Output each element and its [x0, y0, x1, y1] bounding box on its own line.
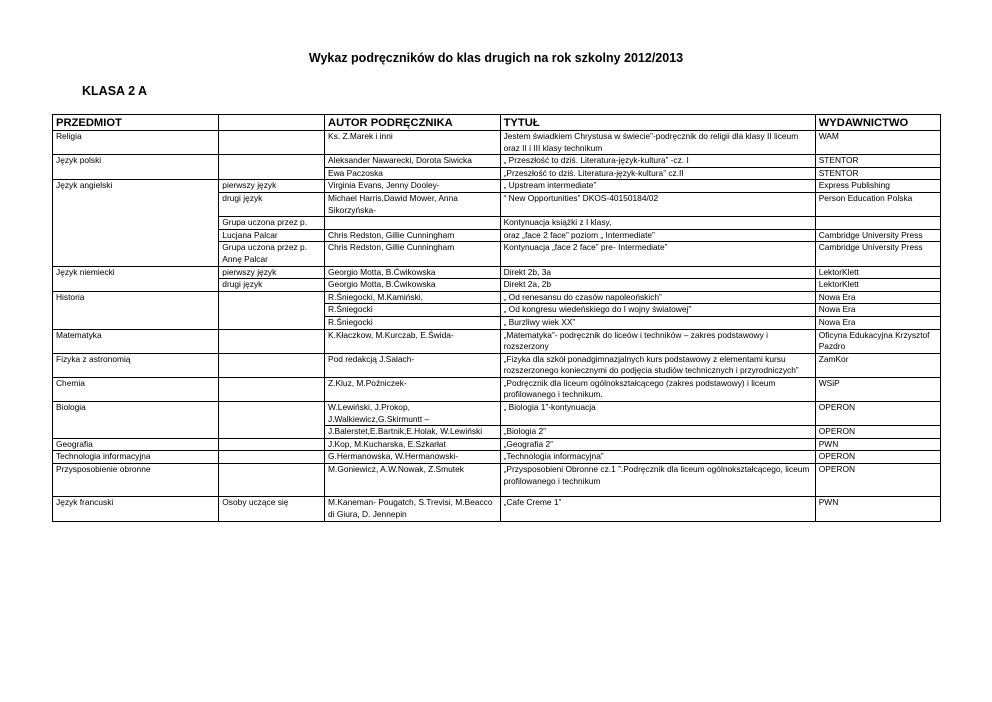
- title-cell: “ New Opportunities” DKOS-40150184/02: [500, 192, 815, 216]
- author-cell: Chris Redston, Gillie Cunningham: [325, 229, 501, 242]
- group-cell: Lucjana Palcar: [219, 229, 325, 242]
- header-title: TYTUŁ: [500, 115, 815, 131]
- table-row: [53, 291, 941, 304]
- title-cell: „Przeszłość to dziś. Literatura-język-kultura” cz.II: [500, 167, 815, 180]
- class-label: KLASA 2 A: [82, 84, 148, 98]
- title-cell: „ Burzliwy wiek XX”: [500, 316, 815, 329]
- table-header-row: [53, 115, 941, 131]
- author-cell: Georgio Motta, B.Ćwikowska: [325, 266, 501, 279]
- title-cell: „ Przeszłość to dziś. Literatura-język-kultura” -cz. I: [500, 155, 815, 168]
- author-cell: K.Kłaczkow, M.Kurczab, E.Świda-: [325, 329, 501, 353]
- publisher-cell: Nowa Era: [815, 304, 940, 317]
- subject-cell: Język polski: [53, 155, 219, 180]
- title-cell: Kontynuacja „face 2 face” pre- Intermediate”: [500, 242, 815, 266]
- publisher-cell: Oficyna Edukacyjna Krzysztof Pazdro: [815, 329, 940, 353]
- publisher-cell: OPERON: [815, 464, 940, 497]
- publisher-cell: LektorKlett: [815, 266, 940, 279]
- publisher-cell: Cambridge University Press: [815, 242, 940, 266]
- publisher-cell: STENTOR: [815, 167, 940, 180]
- title-cell: Direkt 2a, 2b: [500, 279, 815, 292]
- subject-cell: Język niemiecki: [53, 266, 219, 291]
- publisher-cell: WSiP: [815, 377, 940, 401]
- author-cell: W.Lewiński, J.Prokop, J.Walkiewicz,G.Skirmuntt –: [325, 402, 501, 426]
- author-cell: M.Kaneman- Pougatch, S.Trevisi, M.Beacco di Giura, D. Jennepin: [325, 497, 501, 522]
- subject-cell: Technologia informacyjna: [53, 451, 219, 464]
- header-publisher: WYDAWNICTWO: [815, 115, 940, 131]
- table-row: [53, 464, 941, 497]
- group-cell: pierwszy język: [219, 180, 325, 193]
- textbook-table: [52, 114, 941, 522]
- group-cell: Osoby uczące się: [219, 497, 325, 522]
- title-cell: „ Biologia 1”-kontynuacja: [500, 402, 815, 426]
- publisher-cell: PWN: [815, 497, 940, 522]
- author-cell: Z.Kluz, M.Poźniczek-: [325, 377, 501, 401]
- publisher-cell: Cambridge University Press: [815, 229, 940, 242]
- title-cell: Direkt 2b, 3a: [500, 266, 815, 279]
- title-cell: „Podręcznik dla liceum ogólnokształcącego (zakres podstawowy) i liceum profilowanego i technikum.: [500, 377, 815, 401]
- group-cell: [219, 353, 325, 377]
- group-cell: [219, 377, 325, 401]
- publisher-cell: OPERON: [815, 426, 940, 439]
- title-cell: „ Od kongresu wiedeńskiego do I wojny światowej”: [500, 304, 815, 317]
- table-row: [53, 353, 941, 377]
- group-cell: Grupa uczona przez p. Annę Palcar: [219, 242, 325, 266]
- publisher-cell: Nowa Era: [815, 291, 940, 304]
- group-cell: [219, 402, 325, 439]
- title-cell: „Przysposobieni Obronne cz.1 ”.Podręcznik dla liceum ogólnokształcącego, liceum profilowanego i technikum: [500, 464, 815, 497]
- table-row: [53, 497, 941, 522]
- subject-cell: Historia: [53, 291, 219, 329]
- subject-cell: Język angielski: [53, 180, 219, 266]
- group-cell: [219, 131, 325, 155]
- group-cell: [219, 451, 325, 464]
- publisher-cell: [815, 217, 940, 230]
- document-title: Wykaz podręczników do klas drugich na rok szkolny 2012/2013: [308, 51, 684, 65]
- author-cell: Ewa Paczoska: [325, 167, 501, 180]
- publisher-cell: WAM: [815, 131, 940, 155]
- title-cell: „ Upstream intermediate”: [500, 180, 815, 193]
- title-cell: Jestem świadkiem Chrystusa w świecie”-podręcznik do religii dla klasy II liceum oraz II i III klasy technikum: [500, 131, 815, 155]
- group-cell: Grupa uczona przez p.: [219, 217, 325, 230]
- publisher-cell: PWN: [815, 438, 940, 451]
- publisher-cell: Nowa Era: [815, 316, 940, 329]
- subject-cell: Biologia: [53, 402, 219, 439]
- author-cell: Aleksander Nawarecki, Dorota Siwicka: [325, 155, 501, 168]
- title-cell: oraz „face 2 face” poziom „ Intermediate”: [500, 229, 815, 242]
- group-cell: [219, 464, 325, 497]
- title-cell: „Matematyka”- podręcznik do liceów i techników – zakres podstawowy i rozszerzony: [500, 329, 815, 353]
- author-cell: Virginia Evans, Jenny Dooley-: [325, 180, 501, 193]
- table-row: [53, 402, 941, 426]
- publisher-cell: STENTOR: [815, 155, 940, 168]
- table-row: [53, 438, 941, 451]
- header-author: AUTOR PODRĘCZNIKA: [325, 115, 501, 131]
- publisher-cell: Express Publishing: [815, 180, 940, 193]
- subject-cell: Religia: [53, 131, 219, 155]
- table-row: [53, 451, 941, 464]
- author-cell: Ks. Z.Marek i inni: [325, 131, 501, 155]
- title-cell: „Geografia 2”: [500, 438, 815, 451]
- author-cell: Pod redakcją J.Salach-: [325, 353, 501, 377]
- publisher-cell: LektorKlett: [815, 279, 940, 292]
- publisher-cell: OPERON: [815, 451, 940, 464]
- title-cell: „ Od renesansu do czasów napoleońskich”: [500, 291, 815, 304]
- publisher-cell: OPERON: [815, 402, 940, 426]
- group-cell: [219, 438, 325, 451]
- title-cell: „Cafe Creme 1”: [500, 497, 815, 522]
- group-cell: pierwszy język: [219, 266, 325, 279]
- author-cell: R.Śniegocki: [325, 304, 501, 317]
- header-subject: PRZEDMIOT: [53, 115, 219, 131]
- author-cell: Michael Harris,Dawid Mower, Anna Sikorzyńska-: [325, 192, 501, 216]
- author-cell: G.Hermanowska, W.Hermanowski-: [325, 451, 501, 464]
- publisher-cell: ZamKor: [815, 353, 940, 377]
- group-cell: [219, 155, 325, 180]
- author-cell: R.Śniegocki, M.Kamiński,: [325, 291, 501, 304]
- subject-cell: Geografia: [53, 438, 219, 451]
- subject-cell: Przysposobienie obronne: [53, 464, 219, 497]
- table-row: [53, 180, 941, 193]
- author-cell: M.Goniewicz, A.W.Nowak, Z.Smutek: [325, 464, 501, 497]
- author-cell: [325, 217, 501, 230]
- publisher-cell: Person Education Polska: [815, 192, 940, 216]
- table-row: [53, 155, 941, 168]
- subject-cell: Fizyka z astronomią: [53, 353, 219, 377]
- title-cell: „Technologia informacyjna”: [500, 451, 815, 464]
- group-cell: drugi język: [219, 279, 325, 292]
- header-group: [219, 115, 325, 131]
- table-row: [53, 329, 941, 353]
- author-cell: J.Balerstet,E.Bartnik,E.Holak, W.Lewiński: [325, 426, 501, 439]
- subject-cell: Język francuski: [53, 497, 219, 522]
- author-cell: Georgio Motta, B.Ćwikowska: [325, 279, 501, 292]
- subject-cell: Chemia: [53, 377, 219, 401]
- title-cell: „Biologia 2”: [500, 426, 815, 439]
- title-cell: „Fizyka dla szkół ponadgimnazjalnych kurs podstawowy z elementami kursu rozszerzonego koniecznymi do podjęcia studiów technicznych i przyrodniczych”: [500, 353, 815, 377]
- table-row: [53, 377, 941, 401]
- title-cell: Kontynuacja książki z I klasy,: [500, 217, 815, 230]
- author-cell: Chris Redston, Gillie Cunningham: [325, 242, 501, 266]
- group-cell: [219, 329, 325, 353]
- group-cell: drugi język: [219, 192, 325, 216]
- subject-cell: Matematyka: [53, 329, 219, 353]
- table-row: [53, 266, 941, 279]
- author-cell: R.Śniegocki: [325, 316, 501, 329]
- group-cell: [219, 291, 325, 329]
- author-cell: J.Kop, M.Kucharska, E.Szkarłat: [325, 438, 501, 451]
- table-row: [53, 131, 941, 155]
